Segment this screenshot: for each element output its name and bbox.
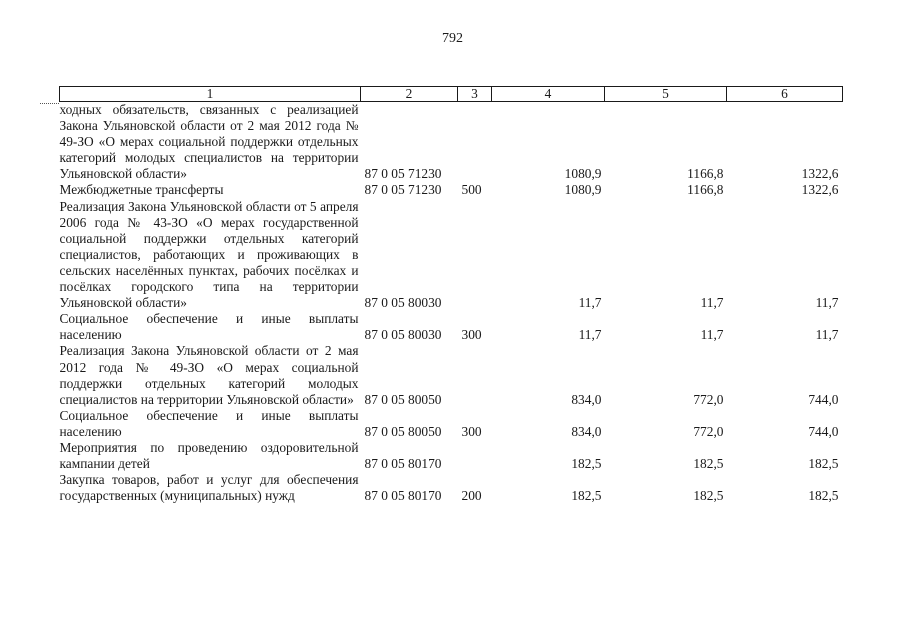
table-row xyxy=(60,440,843,472)
row-expense-type xyxy=(458,199,492,312)
row-value-col4: 1080,9 xyxy=(564,166,602,182)
row-value-col6: 11,7 xyxy=(815,295,839,311)
row-value-col4: 11,7 xyxy=(578,295,602,311)
table-row xyxy=(60,472,843,504)
column-header-2: 2 xyxy=(361,87,458,102)
row-expense-type: 200 xyxy=(461,488,482,504)
row-value-col4: 11,7 xyxy=(578,327,602,343)
page-number: 792 xyxy=(442,31,463,46)
column-header-1: 1 xyxy=(60,87,361,102)
row-code: 87 0 05 80030 xyxy=(364,327,442,343)
row-name: Социальное обеспечение и иные выплаты населению xyxy=(59,311,359,343)
row-value-col5: 182,5 xyxy=(693,456,724,472)
table-row xyxy=(60,199,843,312)
table-row xyxy=(60,311,843,343)
row-code: 87 0 05 80030 xyxy=(364,295,442,311)
row-value-col6: 182,5 xyxy=(808,488,839,504)
column-header-3: 3 xyxy=(458,87,492,102)
table-header-row xyxy=(60,87,843,102)
table-row xyxy=(60,182,843,198)
row-value-col4: 834,0 xyxy=(571,423,602,439)
row-value-col5: 11,7 xyxy=(700,327,724,343)
row-value-col4: 182,5 xyxy=(571,488,602,504)
row-value-col4: 834,0 xyxy=(571,391,602,407)
row-expense-type xyxy=(458,102,492,183)
margin-leader-line xyxy=(40,103,59,104)
row-name: Межбюджетные трансферты xyxy=(59,182,224,198)
table-row xyxy=(60,408,843,440)
row-value-col5: 182,5 xyxy=(693,488,724,504)
row-value-col5: 772,0 xyxy=(693,423,724,439)
row-value-col5: 11,7 xyxy=(700,295,724,311)
row-value-col6: 11,7 xyxy=(815,327,839,343)
row-value-col5: 1166,8 xyxy=(687,182,724,198)
row-code: 87 0 05 80170 xyxy=(364,488,442,504)
row-code: 87 0 05 80050 xyxy=(364,391,442,407)
row-value-col5: 1166,8 xyxy=(687,166,724,182)
row-expense-type xyxy=(458,440,492,472)
budget-table xyxy=(59,86,843,504)
table-body xyxy=(60,102,843,505)
row-value-col6: 1322,6 xyxy=(801,166,839,182)
row-value-col6: 744,0 xyxy=(808,391,839,407)
row-expense-type: 500 xyxy=(461,182,482,198)
row-code: 87 0 05 80050 xyxy=(364,423,442,439)
column-header-4: 4 xyxy=(492,87,605,102)
row-name: Мероприятия по проведению оздоровительной кампании детей xyxy=(59,439,359,472)
column-header-6: 6 xyxy=(727,87,843,102)
table-row xyxy=(60,102,843,183)
row-value-col6: 1322,6 xyxy=(801,182,839,198)
row-expense-type: 300 xyxy=(461,327,482,343)
table-row xyxy=(60,343,843,407)
row-name: Реализация Закона Ульяновской области от 5 апреля 2006 года № 43-ЗО «О мерах государственной социальной поддержки отдельных категорий специалистов, работающих и проживающих в сельских населённых пунктах, рабочих посёлках и посёлках городского типа на территории Ульяновской области» xyxy=(59,198,359,311)
row-expense-type: 300 xyxy=(461,423,482,439)
row-code: 87 0 05 71230 xyxy=(364,166,442,182)
row-value-col5: 772,0 xyxy=(693,391,724,407)
row-code: 87 0 05 71230 xyxy=(364,182,442,198)
row-name: Закупка товаров, работ и услуг для обеспечения государственных (муниципальных) нужд xyxy=(59,472,359,504)
row-value-col6: 182,5 xyxy=(808,456,839,472)
row-value-col4: 182,5 xyxy=(571,456,602,472)
row-value-col4: 1080,9 xyxy=(564,182,602,198)
row-name: Реализация Закона Ульяновской области от 2 мая 2012 года № 49-ЗО «О мерах социальной поддержки отдельных категорий молодых специалистов на территории Ульяновской области» xyxy=(59,343,359,407)
column-header-5: 5 xyxy=(605,87,727,102)
row-code: 87 0 05 80170 xyxy=(364,456,442,472)
row-value-col6: 744,0 xyxy=(808,423,839,439)
row-name: ходных обязательств, связанных с реализацией Закона Ульяновской области от 2 мая 2012 года № 49-ЗО «О мерах социальной поддержки отдельных категорий молодых специалистов на территории Ульяновской области» xyxy=(59,102,359,182)
row-name: Социальное обеспечение и иные выплаты населению xyxy=(59,407,359,439)
row-expense-type xyxy=(458,343,492,407)
